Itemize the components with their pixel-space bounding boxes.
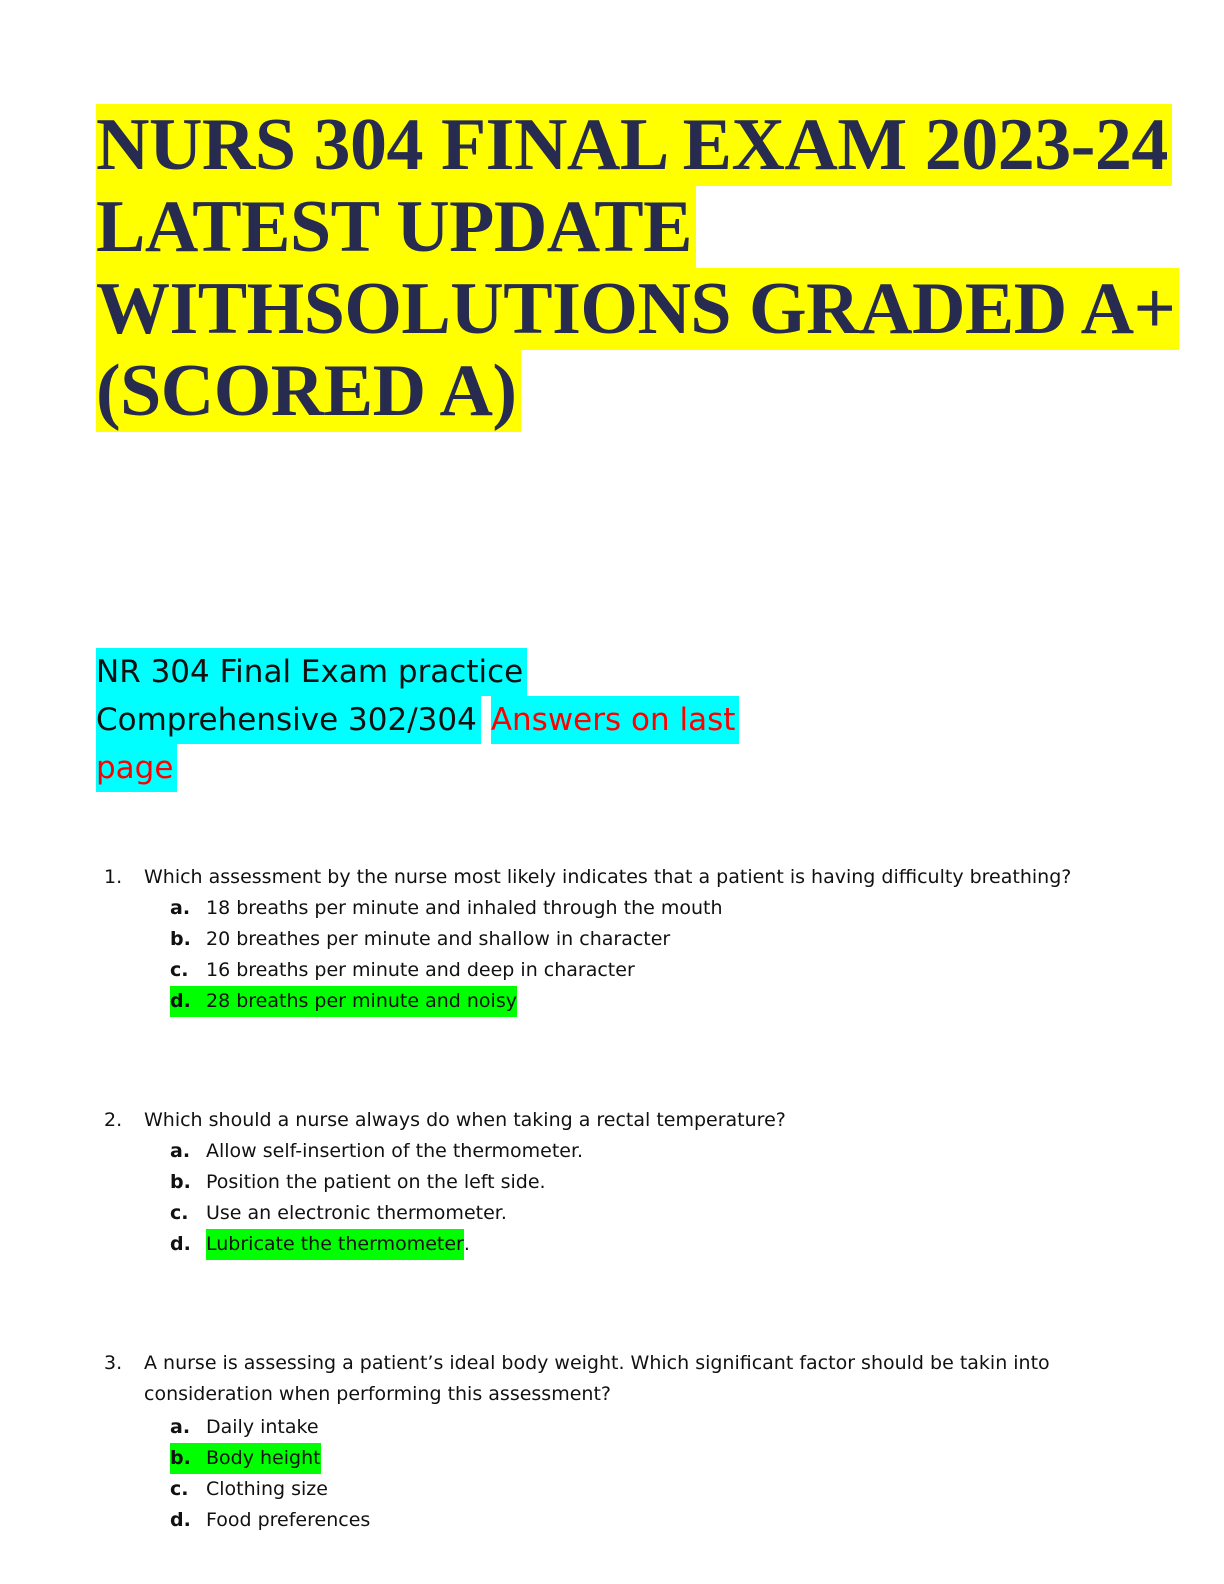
title-line-2: LATEST UPDATE bbox=[96, 186, 696, 268]
option-d-correct bbox=[170, 1229, 1114, 1260]
question-2 bbox=[104, 1105, 1114, 1260]
option-text: 16 breaths per minute and deep in character bbox=[206, 959, 635, 981]
option-c bbox=[170, 1198, 1114, 1229]
correct-answer-highlight bbox=[170, 1443, 321, 1474]
option-letter: c. bbox=[170, 959, 189, 981]
correct-answer-highlight bbox=[170, 986, 517, 1017]
question-text: Which assessment by the nurse most likely indicates that a patient is having difficulty breathing? bbox=[144, 866, 1072, 888]
option-text: Body height bbox=[206, 1447, 321, 1469]
document-title bbox=[96, 104, 1176, 432]
option-text: Position the patient on the left side. bbox=[206, 1171, 546, 1193]
option-letter: c. bbox=[170, 1202, 189, 1224]
question-number: 2. bbox=[104, 1109, 123, 1131]
option-letter: d. bbox=[170, 1233, 191, 1255]
option-a bbox=[170, 1412, 1114, 1443]
correct-answer-highlight: Lubricate the thermometer bbox=[206, 1229, 464, 1260]
subtitle-line-2a: Comprehensive 302/304 bbox=[96, 696, 481, 744]
option-letter: b. bbox=[170, 1447, 191, 1469]
option-letter: d. bbox=[170, 1509, 191, 1531]
option-c bbox=[170, 1474, 1114, 1505]
option-b bbox=[170, 1167, 1114, 1198]
option-text: Clothing size bbox=[206, 1478, 328, 1500]
option-d bbox=[170, 1505, 1114, 1536]
option-text: 20 breathes per minute and shallow in character bbox=[206, 928, 671, 950]
option-text: 18 breaths per minute and inhaled through the mouth bbox=[206, 897, 723, 919]
option-text: Use an electronic thermometer. bbox=[206, 1202, 507, 1224]
subtitle-line-2b: Answers on last bbox=[491, 696, 740, 744]
option-b-correct bbox=[170, 1443, 1114, 1474]
option-letter: b. bbox=[170, 928, 191, 950]
option-letter: d. bbox=[170, 990, 191, 1012]
question-1 bbox=[104, 862, 1114, 1017]
question-3 bbox=[104, 1348, 1114, 1536]
subtitle-line-3: page bbox=[96, 744, 177, 792]
question-text: A nurse is assessing a patient’s ideal body weight. Which significant factor should be takin into consideration when performing this assessment? bbox=[144, 1352, 1050, 1405]
option-letter: c. bbox=[170, 1478, 189, 1500]
option-letter: a. bbox=[170, 1140, 191, 1162]
option-text: Allow self-insertion of the thermometer. bbox=[206, 1140, 584, 1162]
subtitle-line-1: NR 304 Final Exam practice bbox=[96, 648, 527, 696]
option-text: 28 breaths per minute and noisy bbox=[206, 990, 517, 1012]
title-line-3: WITHSOLUTIONS GRADED A+ bbox=[96, 268, 1179, 350]
question-number: 3. bbox=[104, 1352, 123, 1374]
option-b bbox=[170, 924, 1114, 955]
title-line-4: (SCORED A) bbox=[96, 350, 521, 432]
option-text: Daily intake bbox=[206, 1416, 319, 1438]
title-line-1: NURS 304 FINAL EXAM 2023-24 bbox=[96, 104, 1172, 186]
option-a bbox=[170, 1136, 1114, 1167]
question-number: 1. bbox=[104, 866, 123, 888]
option-a bbox=[170, 893, 1114, 924]
option-letter: b. bbox=[170, 1171, 191, 1193]
option-letter: a. bbox=[170, 1416, 191, 1438]
document-subtitle bbox=[96, 648, 816, 792]
option-d-correct bbox=[170, 986, 1114, 1017]
option-c bbox=[170, 955, 1114, 986]
option-text: Food preferences bbox=[206, 1509, 371, 1531]
option-suffix: . bbox=[463, 1233, 470, 1255]
question-text: Which should a nurse always do when taking a rectal temperature? bbox=[144, 1109, 786, 1131]
option-letter: a. bbox=[170, 897, 191, 919]
